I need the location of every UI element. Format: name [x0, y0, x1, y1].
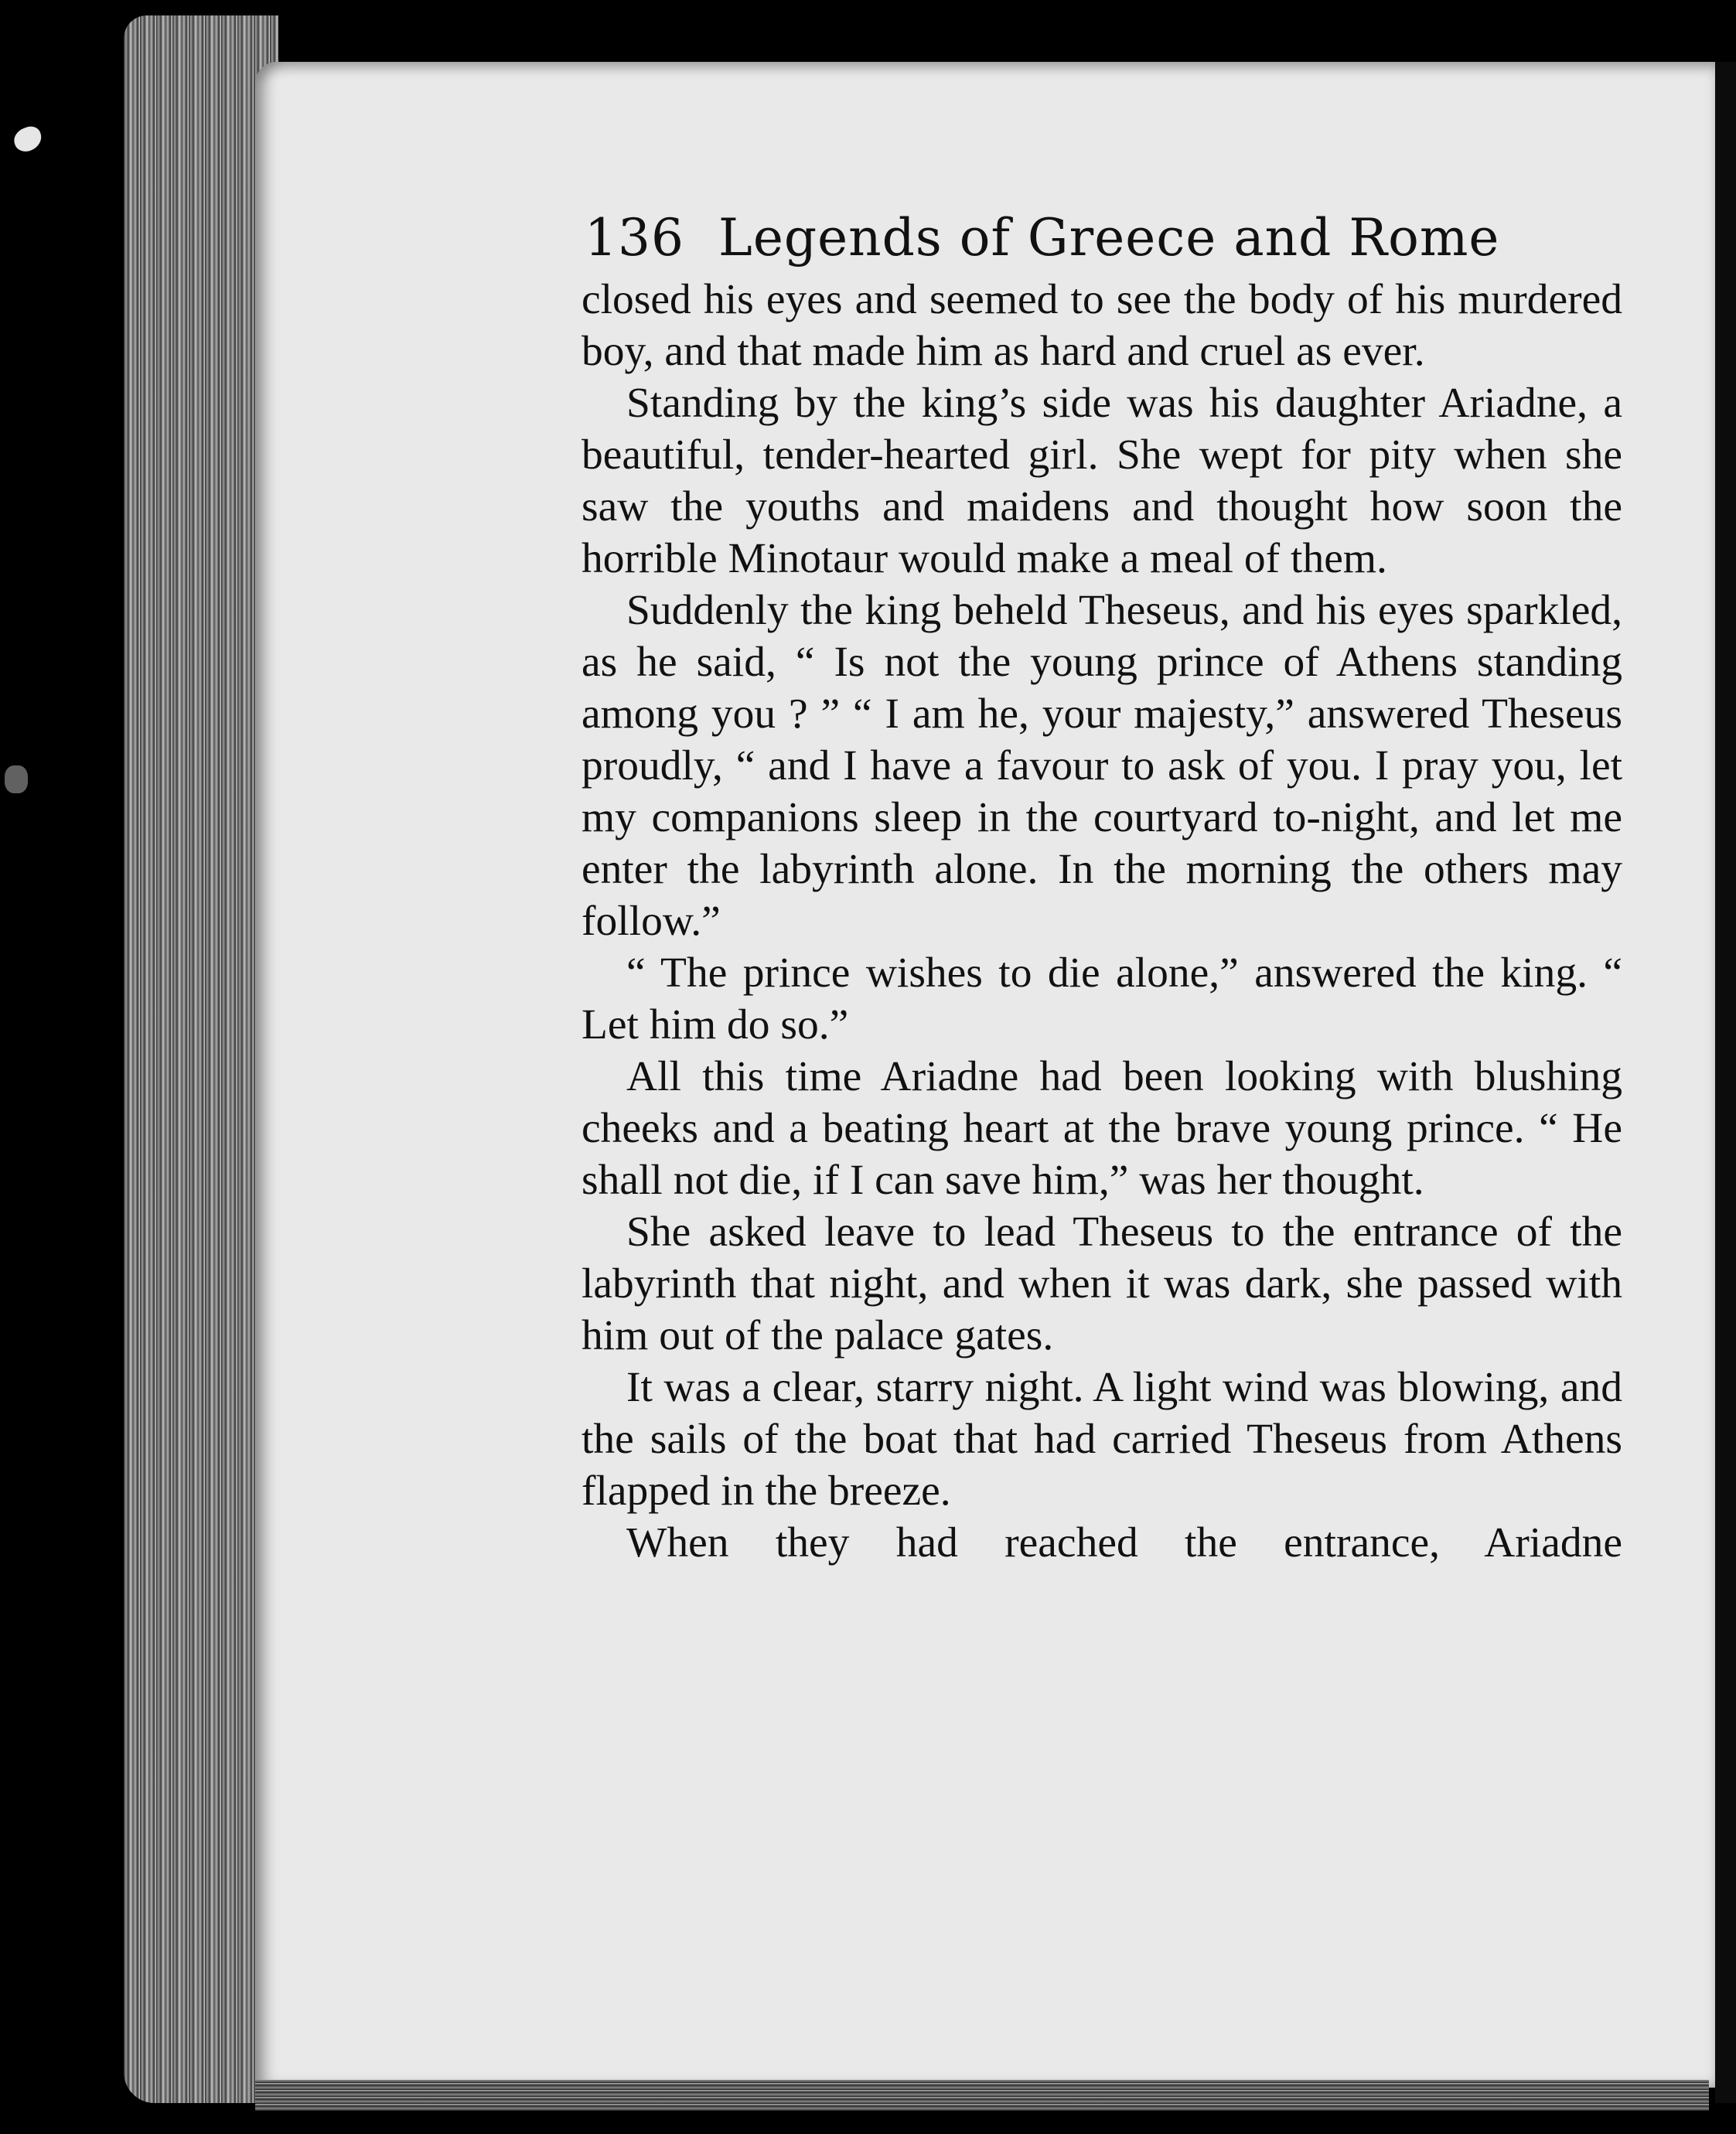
body-text [582, 274, 1622, 1569]
scan-right-border [1715, 62, 1736, 2103]
paragraph: When they had reached the entrance, Ariadne [626, 1519, 1622, 1566]
running-head [585, 207, 1622, 269]
paragraph: closed his eyes and seemed to see the body of his murdered boy, and that made him as hard and cruel as ever. [582, 276, 1622, 375]
paragraph: Suddenly the king beheld Theseus, and his eyes sparkled, as he said, “ Is not the young prince of Athens standing among you ? ” “ I am he, your majesty,” answered Theseus proudly, “ and I have a favour to ask of you. I pray you, let my companions sleep in the courtyard to-night, and let me enter the labyrinth alone. In the morning the others may follow.” [582, 587, 1622, 945]
paragraph: It was a clear, starry night. A light wind was blowing, and the sails of the boat that had carried Theseus from Athens flapped in the breeze. [582, 1364, 1622, 1515]
paragraph: Standing by the king’s side was his daughter Ariadne, a beautiful, tender-hearted girl. She wept for pity when she saw the youths and maidens and thought how soon the horrible Minotaur would make a meal of them. [582, 380, 1622, 582]
paragraph: All this time Ariadne had been looking with blushing cheeks and a beating heart at the brave young prince. “ He shall not die, if I can save him,” was her thought. [582, 1053, 1622, 1204]
scan-artifact-mark [11, 124, 45, 155]
running-title: Legends of Greece and Rome [718, 208, 1500, 268]
page-content [578, 207, 1622, 1569]
paragraph: She asked leave to lead Theseus to the entrance of the labyrinth that night, and when it was dark, she passed with him out of the palace gates. [582, 1208, 1622, 1359]
book-bottom-edges [255, 2080, 1709, 2111]
page-number: 136 [585, 208, 684, 268]
paragraph: “ The prince wishes to die alone,” answered the king. “ Let him do so.” [582, 949, 1622, 1048]
scan-artifact-mark [5, 765, 28, 793]
